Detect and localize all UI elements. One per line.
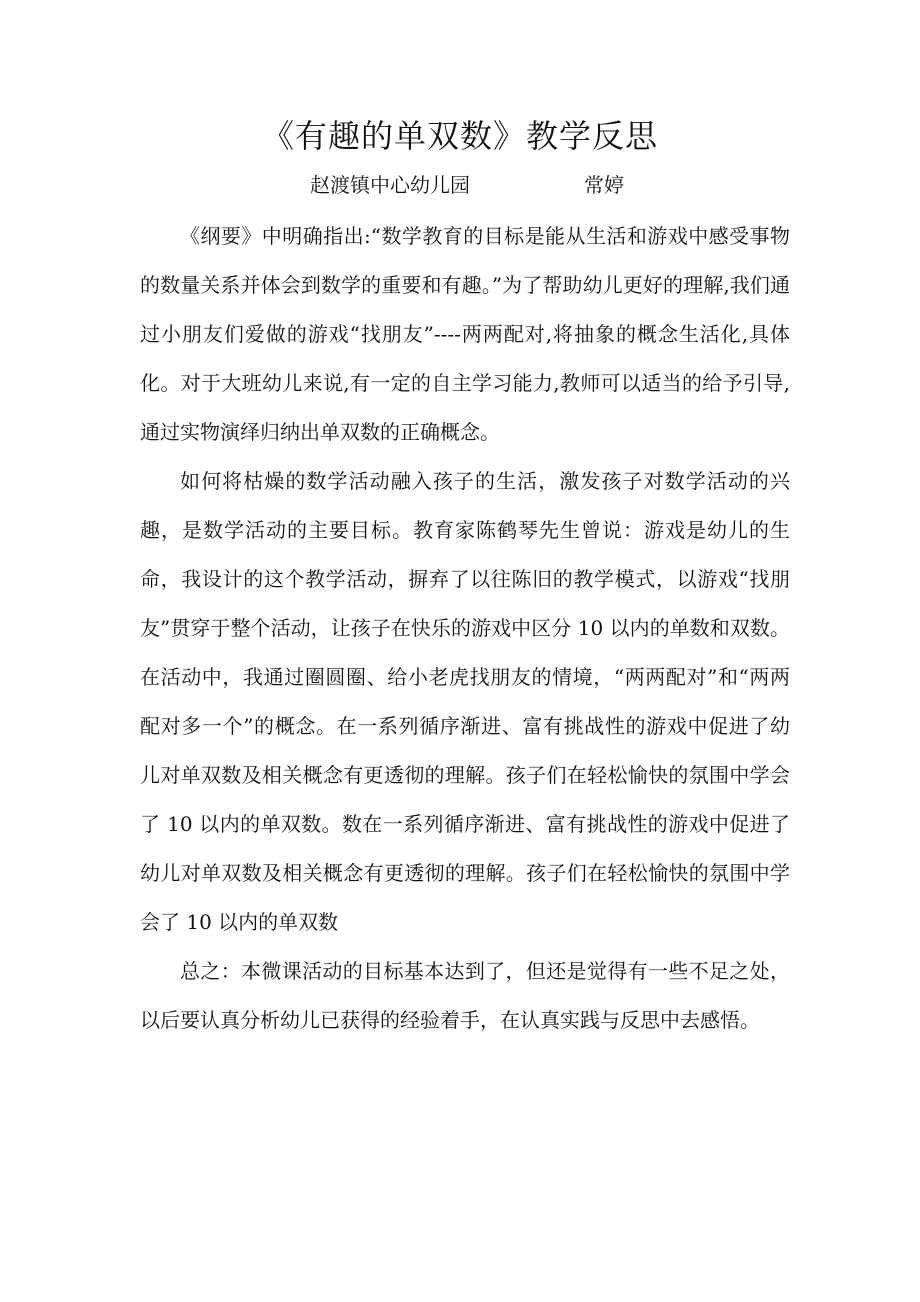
paragraph-3: 总之：本微课活动的目标基本达到了，但还是觉得有一些不足之处，以后要认真分析幼儿已获得的经验着手，在认真实践与反思中去感悟。 xyxy=(140,959,790,1032)
byline-organization: 赵渡镇中心幼儿园 xyxy=(310,173,470,197)
paragraph-2: 如何将枯燥的数学活动融入孩子的生活，激发孩子对数学活动的兴趣，是数学活动的主要目标。教育家陈鹤琴先生曾说：游戏是幼儿的生命，我设计的这个教学活动，摒弃了以往陈旧的教学模式，以游戏“找朋友”贯穿于整个活动，让孩子在快乐的游戏中区分 10 以内的单数和双数。在活动中，我通过圈圆圈、给小老虎找朋友的情境，“两两配对”和“两两配对多一个”的概念。在一系列循序渐进、富有挑战性的游戏中促进了幼儿对单双数及相关概念有更透彻的理解。孩子们在轻松愉快的氛围中学会了 10 以内的单双数。数在一系列循序渐进、富有挑战性的游戏中促进了幼儿对单双数及相关概念有更透彻的理解。孩子们在轻松愉快的氛围中学会了 10 以内的单双数 xyxy=(140,469,790,934)
byline-author: 常婷 xyxy=(584,173,624,197)
document-body xyxy=(140,212,790,1045)
paragraph-1: 《纲要》中明确指出:“数学教育的目标是能从生活和游戏中感受事物的数量关系并体会到数学的重要和有趣。”为了帮助幼儿更好的理解,我们通过小朋友们爱做的游戏“找朋友”----两两配对,将抽象的概念生活化,具体化。对于大班幼儿来说,有一定的自主学习能力,教师可以适当的给予引导,通过实物演绎归纳出单双数的正确概念。 xyxy=(140,224,790,444)
byline xyxy=(310,168,730,202)
document-title: 《有趣的单双数》教学反思 xyxy=(261,117,658,155)
